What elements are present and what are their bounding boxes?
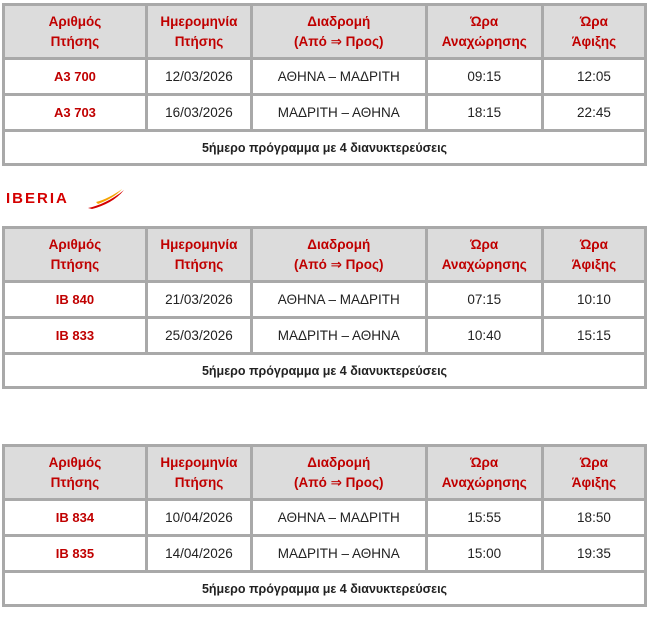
header-flight: Αριθμός Πτήσης <box>4 228 147 282</box>
table-header-row <box>4 5 646 59</box>
flight-route: ΜΑΔΡΙΤΗ – ΑΘΗΝΑ <box>252 536 427 572</box>
table-row <box>4 500 646 536</box>
arrival-time: 15:15 <box>542 318 645 354</box>
table-footer-row <box>4 572 646 606</box>
flight-number: IB 835 <box>4 536 147 572</box>
header-date: Ημερομηνία Πτήσης <box>146 446 251 500</box>
iberia-logo-text: IBERIA <box>6 190 69 207</box>
flight-date: 12/03/2026 <box>146 59 251 95</box>
flight-date: 10/04/2026 <box>146 500 251 536</box>
arrival-time: 19:35 <box>542 536 645 572</box>
flight-route: ΑΘΗΝΑ – ΜΑΔΡΙΤΗ <box>252 282 427 318</box>
departure-time: 09:15 <box>426 59 542 95</box>
table-row <box>4 282 646 318</box>
flight-number: A3 703 <box>4 95 147 131</box>
departure-time: 07:15 <box>426 282 542 318</box>
header-flight: Αριθμός Πτήσης <box>4 446 147 500</box>
header-departure: Ώρα Αναχώρησης <box>426 228 542 282</box>
arrival-time: 18:50 <box>542 500 645 536</box>
flight-date: 21/03/2026 <box>146 282 251 318</box>
arrival-time: 22:45 <box>542 95 645 131</box>
header-date: Ημερομηνία Πτήσης <box>146 5 251 59</box>
table-row <box>4 536 646 572</box>
table-row <box>4 95 646 131</box>
table-footer-row <box>4 131 646 165</box>
flight-table-1 <box>2 3 647 166</box>
flight-route: ΑΘΗΝΑ – ΜΑΔΡΙΤΗ <box>252 500 427 536</box>
flight-route: ΜΑΔΡΙΤΗ – ΑΘΗΝΑ <box>252 95 427 131</box>
departure-time: 15:00 <box>426 536 542 572</box>
flight-date: 25/03/2026 <box>146 318 251 354</box>
table-header-row <box>4 228 646 282</box>
departure-time: 10:40 <box>426 318 542 354</box>
header-arrival: Ώρα Άφιξης <box>542 446 645 500</box>
arrival-time: 12:05 <box>542 59 645 95</box>
header-flight: Αριθμός Πτήσης <box>4 5 147 59</box>
table-row <box>4 59 646 95</box>
flight-date: 16/03/2026 <box>146 95 251 131</box>
flight-number: IB 840 <box>4 282 147 318</box>
header-arrival: Ώρα Άφιξης <box>542 228 645 282</box>
program-note: 5ήμερο πρόγραμμα με 4 διανυκτερεύσεις <box>4 572 646 606</box>
program-note: 5ήμερο πρόγραμμα με 4 διανυκτερεύσεις <box>4 354 646 388</box>
departure-time: 18:15 <box>426 95 542 131</box>
iberia-swoosh-icon <box>86 188 126 210</box>
flight-number: IB 834 <box>4 500 147 536</box>
header-date: Ημερομηνία Πτήσης <box>146 228 251 282</box>
table-footer-row <box>4 354 646 388</box>
header-route: Διαδρομή (Από ⇒ Προς) <box>252 446 427 500</box>
flight-number: A3 700 <box>4 59 147 95</box>
departure-time: 15:55 <box>426 500 542 536</box>
header-arrival: Ώρα Άφιξης <box>542 5 645 59</box>
header-departure: Ώρα Αναχώρησης <box>426 5 542 59</box>
flight-route: ΜΑΔΡΙΤΗ – ΑΘΗΝΑ <box>252 318 427 354</box>
table-header-row <box>4 446 646 500</box>
flight-date: 14/04/2026 <box>146 536 251 572</box>
table-row <box>4 318 646 354</box>
flight-route: ΑΘΗΝΑ – ΜΑΔΡΙΤΗ <box>252 59 427 95</box>
flight-number: IB 833 <box>4 318 147 354</box>
header-route: Διαδρομή (Από ⇒ Προς) <box>252 228 427 282</box>
flight-table-2 <box>2 226 647 389</box>
header-route: Διαδρομή (Από ⇒ Προς) <box>252 5 427 59</box>
flight-table-3 <box>2 444 647 607</box>
arrival-time: 10:10 <box>542 282 645 318</box>
program-note: 5ήμερο πρόγραμμα με 4 διανυκτερεύσεις <box>4 131 646 165</box>
header-departure: Ώρα Αναχώρησης <box>426 446 542 500</box>
